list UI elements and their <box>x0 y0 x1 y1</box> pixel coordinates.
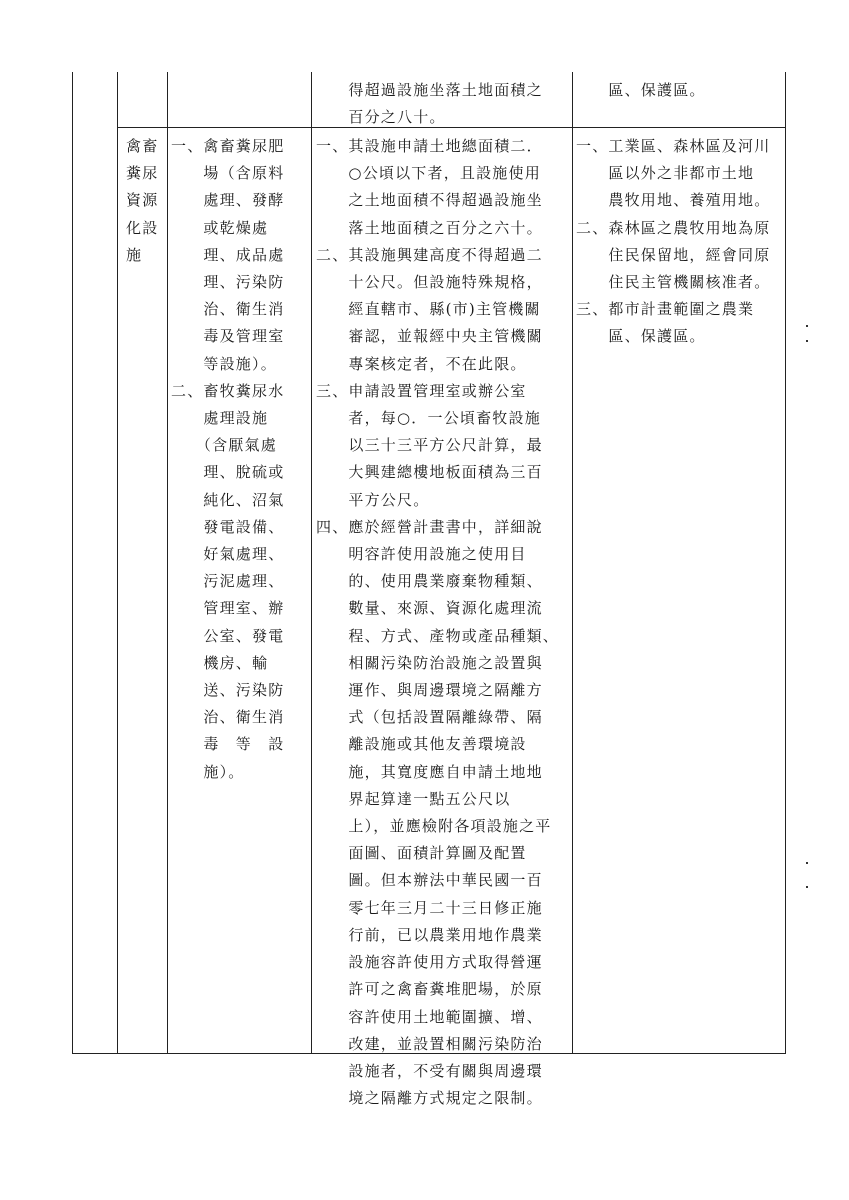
text-line: 管理室、辦 <box>171 599 285 618</box>
text-line: 資源 <box>126 191 159 210</box>
text-line: 審認，並報經中央主管機關 <box>316 327 543 346</box>
text-line: 離設施或其他友善環境設 <box>316 735 527 754</box>
facility-conditions-text <box>316 133 572 1112</box>
text-line: 一、其設施申請土地總面積二． <box>316 137 543 155</box>
text-line: 上），並應檢附各項設施之平 <box>316 817 552 836</box>
text-line: 改建，並設置相關污染防治 <box>316 1034 543 1053</box>
text-line: 公室、發電 <box>171 626 285 645</box>
table-border-left <box>72 72 73 1054</box>
text-line: 機房、輸 <box>171 653 269 672</box>
text-line: 相關污染防治設施之設置與 <box>316 653 543 672</box>
text-line: 污泥處理、 <box>171 572 285 591</box>
text-line: 落土地面積之百分之六十。 <box>316 218 543 237</box>
text-line: 面圖、面積計算圖及配置 <box>316 844 527 863</box>
text-line: 專案核定者，不在此限。 <box>316 354 527 373</box>
text-line: 治、衛生消 <box>171 708 285 727</box>
scan-speck <box>806 862 808 864</box>
scan-speck <box>806 325 808 327</box>
text-line: 得超過設施坐落土地面積之 <box>316 81 543 99</box>
text-line: 三、都市計畫範圍之農業 <box>576 300 755 319</box>
text-line: 設施容許使用方式取得營運 <box>316 953 543 972</box>
text-line: 場（含原料 <box>171 164 285 183</box>
scan-speck <box>806 886 808 888</box>
text-line: 糞尿 <box>126 164 159 183</box>
text-line: 理、污染防 <box>171 273 285 292</box>
table-border-col-b <box>167 72 168 1054</box>
text-line: 理、脫硫或 <box>171 463 285 482</box>
text-line: 二、其設施興建高度不得超過二 <box>316 245 543 264</box>
text-line: 送、污染防 <box>171 681 285 700</box>
text-line: 住民主管機關核准者。 <box>576 273 771 292</box>
text-line: 施，其寬度應自申請土地地 <box>316 762 543 781</box>
text-line: 式（包括設置隔離綠帶、隔 <box>316 708 543 727</box>
text-line: 理、成品處 <box>171 245 285 264</box>
text-line: （含厭氣處 <box>171 436 277 455</box>
text-line: 零七年三月二十三日修正施 <box>316 898 543 917</box>
text-line: 十公尺。但設施特殊規格， <box>316 273 543 292</box>
scan-speck <box>806 340 808 342</box>
text-line: 許可之禽畜糞堆肥場，於原 <box>316 980 543 999</box>
table-border-right <box>785 72 786 1054</box>
facility-category-text <box>126 133 160 269</box>
text-line: 處理設施 <box>171 409 269 428</box>
text-line: 者，每○．一公頃畜牧設施 <box>316 409 541 428</box>
text-line: 區、保護區。 <box>576 81 706 99</box>
text-line: ○公頃以下者，且設施使用 <box>316 164 541 183</box>
text-line: 容許使用土地範圍擴、增、 <box>316 1007 543 1026</box>
text-line: 數量、來源、資源化處理流 <box>316 599 543 618</box>
text-line: 百分之八十。 <box>316 108 446 127</box>
continuation-conditions-text <box>316 77 572 131</box>
text-line: 平方公尺。 <box>316 490 430 509</box>
text-line: 住民保留地，經會同原 <box>576 245 771 264</box>
text-line: 的、使用農業廢棄物種類、 <box>316 572 543 591</box>
text-line: 或乾燥處 <box>171 218 269 237</box>
text-line: 治、衛生消 <box>171 300 285 319</box>
text-line: 區、保護區。 <box>576 327 706 346</box>
text-line: 純化、沼氣 <box>171 490 285 509</box>
text-line: 程、方式、產物或產品種類、 <box>316 626 560 645</box>
text-line: 二、森林區之農牧用地為原 <box>576 218 771 237</box>
text-line: 等設施）。 <box>171 354 277 373</box>
text-line: 二、畜牧糞尿水 <box>171 381 285 400</box>
text-line: 以三十三平方公尺計算，最 <box>316 436 543 455</box>
text-line: 大興建總樓地板面積為三百 <box>316 463 543 482</box>
text-line: 毒及管理室 <box>171 327 285 346</box>
text-line: 圖。但本辦法中華民國一百 <box>316 871 543 890</box>
text-line: 施 <box>126 245 143 264</box>
text-line: 運作、與周邊環境之隔離方 <box>316 681 543 700</box>
text-line: 一、工業區、森林區及河川 <box>576 137 771 155</box>
text-line: 化設 <box>126 218 159 237</box>
text-line: 發電設備、 <box>171 517 285 536</box>
text-line: 境之隔離方式規定之限制。 <box>316 1089 543 1108</box>
text-line: 毒 等 設 <box>171 735 285 754</box>
continuation-zones-text <box>576 77 784 104</box>
text-line: 行前，已以農業用地作農業 <box>316 925 543 944</box>
table-border-col-a <box>117 72 118 1054</box>
text-line: 三、申請設置管理室或辦公室 <box>316 381 527 400</box>
text-line: 一、禽畜糞尿肥 <box>171 137 285 155</box>
text-line: 處理、發酵 <box>171 191 285 210</box>
text-line: 明容許使用設施之使用目 <box>316 545 527 564</box>
text-line: 區以外之非都市土地 <box>576 164 755 183</box>
text-line: 禽畜 <box>126 137 159 155</box>
facility-items-text <box>171 133 309 786</box>
text-line: 施）。 <box>171 762 245 781</box>
text-line: 好氣處理、 <box>171 545 285 564</box>
text-line: 設施者，不受有關與周邊環 <box>316 1061 543 1080</box>
text-line: 農牧用地、養殖用地。 <box>576 191 771 210</box>
text-line: 四、應於經營計畫書中，詳細說 <box>316 517 543 536</box>
permitted-zones-text <box>576 133 784 351</box>
text-line: 界起算達一點五公尺以 <box>316 789 511 808</box>
table-border-col-d <box>572 72 573 1054</box>
text-line: 經直轄市、縣(市)主管機關 <box>316 300 541 319</box>
table-border-col-c <box>311 72 312 1054</box>
text-line: 之土地面積不得超過設施坐 <box>316 191 543 210</box>
